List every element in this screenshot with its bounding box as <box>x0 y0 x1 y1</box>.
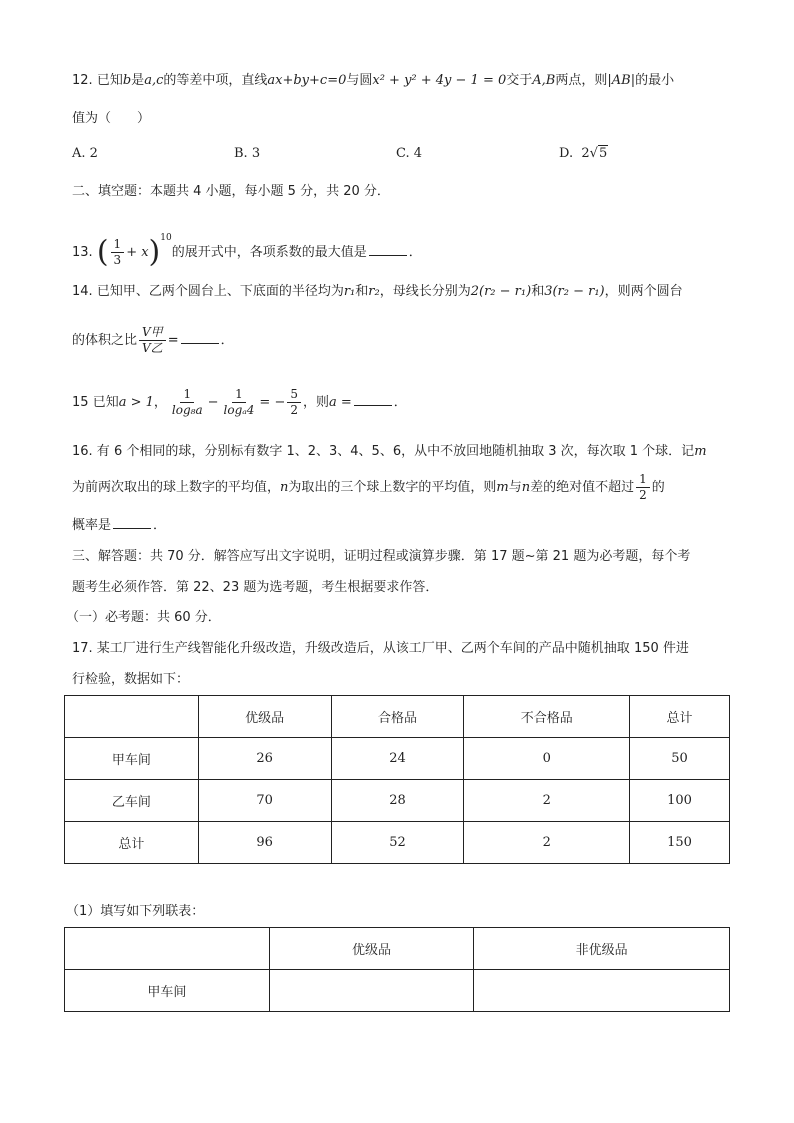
table-header-cell: 优级品 <box>269 928 474 970</box>
section-3-subheading: （一）必考题：共 60 分． <box>66 610 221 625</box>
q12-line2: 值为（ ） <box>72 111 151 126</box>
q17-line2: 行检验，数据如下： <box>72 672 190 687</box>
q14-line1: 14. 已知甲、乙两个圆台上、下底面的半径均为r₁和r₂，母线长分别为2(r₂ − r₁)和3(r₂ − r₁)，则两个圆台 <box>72 284 683 299</box>
table-row <box>65 780 730 822</box>
q16-line2: 为前两次取出的球上数字的平均值，n为取出的三个球上数字的平均值，则m与n差的绝对值不超过 $\frac{1}{2}$ 的 <box>72 472 665 502</box>
table-cell: 2 <box>464 780 630 822</box>
table-row-label: 甲车间 <box>65 738 199 780</box>
q16-line3: 概率是 ． <box>72 518 167 533</box>
q16-line1: 16. 有 6 个相同的球，分别标有数字 1、2、3、4、5、6，从中不放回地随机抽取 3 次，每次取 1 个球．记m <box>72 444 707 459</box>
table-header-cell: 不合格品 <box>464 696 630 738</box>
q17-line1: 17. 某工厂进行生产线智能化升级改造，升级改造后，从该工厂甲、乙两个车间的产品中随机抽取 150 件进 <box>72 641 689 656</box>
section-3-line2: 题考生必须作答．第 22、23 题为选考题，考生根据要求作答． <box>72 580 439 595</box>
table-header-cell: 优级品 <box>198 696 331 738</box>
q17-subquestion-1: （1）填写如下列联表： <box>66 904 205 919</box>
table-cell: 0 <box>464 738 630 780</box>
answer-cell[interactable] <box>269 970 474 1012</box>
q14-answer-blank <box>181 331 219 344</box>
table-header-cell: 总计 <box>630 696 730 738</box>
q13-line: 13. ( $\frac{1}{3}$ + x)$^{10}$的展开式中，各项系数的最大值是 ． <box>72 233 422 270</box>
table-cell: 70 <box>198 780 331 822</box>
table-header-cell: 非优级品 <box>474 928 730 970</box>
table-cell: 150 <box>630 822 730 864</box>
table-cell: 2 <box>464 822 630 864</box>
q12-option-a: A. 2 <box>72 146 98 161</box>
q12-option-d: D. 2√5 <box>559 146 608 161</box>
q14-line2: 的体积之比 $\frac{\text{V甲}}{\text{V乙}}$ = ． <box>72 325 234 355</box>
table-cell: 96 <box>198 822 331 864</box>
table-row <box>65 970 730 1012</box>
table-cell: 28 <box>331 780 464 822</box>
q12-option-c: C. 4 <box>396 146 423 161</box>
q13-answer-blank <box>369 243 407 256</box>
table-header-cell <box>65 696 199 738</box>
q12-line1: 12. 已知b是a,c的等差中项，直线ax+by+c=0与圆x² + y² + 4y − 1 = 0交于A,B两点，则|AB|的最小 <box>72 73 675 88</box>
q15-line: 15 已知a > 1， $\frac{1}{\text{log₈a}}$ − $\frac{1}{\text{logₐ4}}$ = − $\frac{5}{2}$ ，则a = ． <box>72 387 407 417</box>
table-row <box>65 822 730 864</box>
data-table <box>64 695 730 864</box>
table-row-label: 乙车间 <box>65 780 199 822</box>
q15-answer-blank <box>354 393 392 406</box>
data-table-header-row <box>65 696 730 738</box>
table-row-label: 甲车间 <box>65 970 270 1012</box>
q12-option-b: B. 3 <box>234 146 261 161</box>
section-3-line1: 三、解答题：共 70 分．解答应写出文字说明，证明过程或演算步骤．第 17 题~第 21 题为必考题，每个考 <box>72 549 691 564</box>
table-header-cell <box>65 928 270 970</box>
table-cell: 26 <box>198 738 331 780</box>
table-cell: 52 <box>331 822 464 864</box>
q16-answer-blank <box>113 516 151 529</box>
table-cell: 24 <box>331 738 464 780</box>
section-2-heading: 二、填空题：本题共 4 小题，每小题 5 分，共 20 分． <box>72 184 390 199</box>
answer-cell[interactable] <box>474 970 730 1012</box>
contingency-table <box>64 927 730 1012</box>
table-cell: 100 <box>630 780 730 822</box>
contingency-table-header-row <box>65 928 730 970</box>
table-row-label: 总计 <box>65 822 199 864</box>
table-row <box>65 738 730 780</box>
table-header-cell: 合格品 <box>331 696 464 738</box>
table-cell: 50 <box>630 738 730 780</box>
